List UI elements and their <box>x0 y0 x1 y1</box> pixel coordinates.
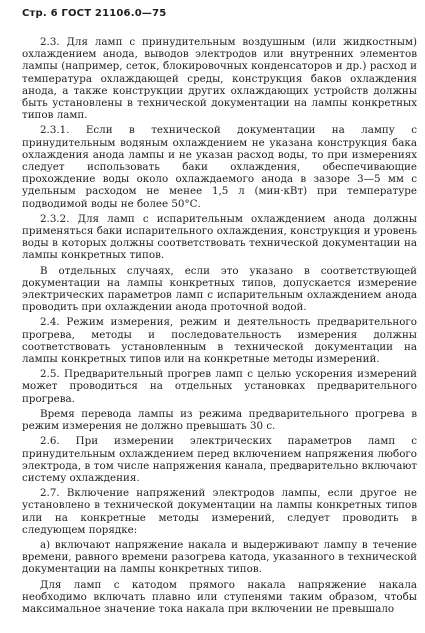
paragraph-2-7: 2.7. Включение напряжений электродов лампы, если другое не установлено в технической документации на лампы конкретных типов или на конкретные методы измерений, следует проводить в следующем порядке: <box>22 487 417 536</box>
paragraph-2-3: 2.3. Для ламп с принудительным воздушным (или жидкостным) охлаждением анода, выводов электродов или внутренних элементов лампы (например, сеток, блокировочных конденсаторов и др.) расход и температура охлаждающей среды, конструкция баков охлаждения анода, а также конструкции других охлаждающих устройств должны быть установлены в технической документации на лампы конкретных типов ламп. <box>22 36 417 122</box>
document-page <box>22 6 417 618</box>
paragraph-2-6: 2.6. При измерении электрических параметров ламп с принудительным охлаждением перед включением напряжения любого электрода, в том числе напряжения канала, предварительно включают систему охлаждения. <box>22 435 417 484</box>
paragraph-2-3-1: 2.3.1. Если в технической документации на лампу с принудительным водяным охлаждением не указана конструкция бака охлаждения анода лампы и не указан расход воды, то при измерениях следует использовать баки охлаждения, обеспечивающие прохождение воды около охлаждаемого анода в зазоре 3—5 мм с удельным расходом не менее 1,5 л (мин·кВт) при температуре подводимой воды не более 50°С. <box>22 124 417 210</box>
paragraph-2-3-2: 2.3.2. Для ламп с испарительным охлаждением анода должны применяться баки испарительного охлаждения, конструкция и уровень воды в которых должны соответствовать технической документации на лампы конкретных типов. <box>22 212 417 262</box>
paragraph-direct-heating: Для ламп с катодом прямого накала напряжение накала необходимо включать плавно или ступенями таким образом, чтобы максимальное значение тока накала при включении не превышало <box>22 578 417 615</box>
paragraph-transfer-time: Время перевода лампы из режима предварительного прогрева в режим измерения не должно превышать 30 с. <box>22 407 417 433</box>
paragraph-2-5: 2.5. Предварительный прогрев ламп с целью ускорения измерений может проводиться на отдельных установках предварительного прогрева. <box>22 368 417 405</box>
paragraph-item-a: а) включают напряжение накала и выдерживают лампу в течение времени, равного времени разогрева катода, указанного в технической документации на лампы конкретных типов. <box>22 538 417 576</box>
paragraph-evaporative-exception: В отдельных случаях, если это указано в соответствующей документации на лампы конкретных типов, допускается измерение электрических параметров ламп с испарительным охлаждением анода проводить при охлаждении анода проточной водой. <box>22 264 417 314</box>
page-header: Стр. 6 ГОСТ 21106.0—75 <box>22 8 167 19</box>
paragraph-2-4: 2.4. Режим измерения, режим и деятельность предварительного прогрева, методы и последовательность измерения должны соответствовать установленным в технической документации на лампы конкретных типов или на конкретные методы измерений. <box>22 316 417 366</box>
